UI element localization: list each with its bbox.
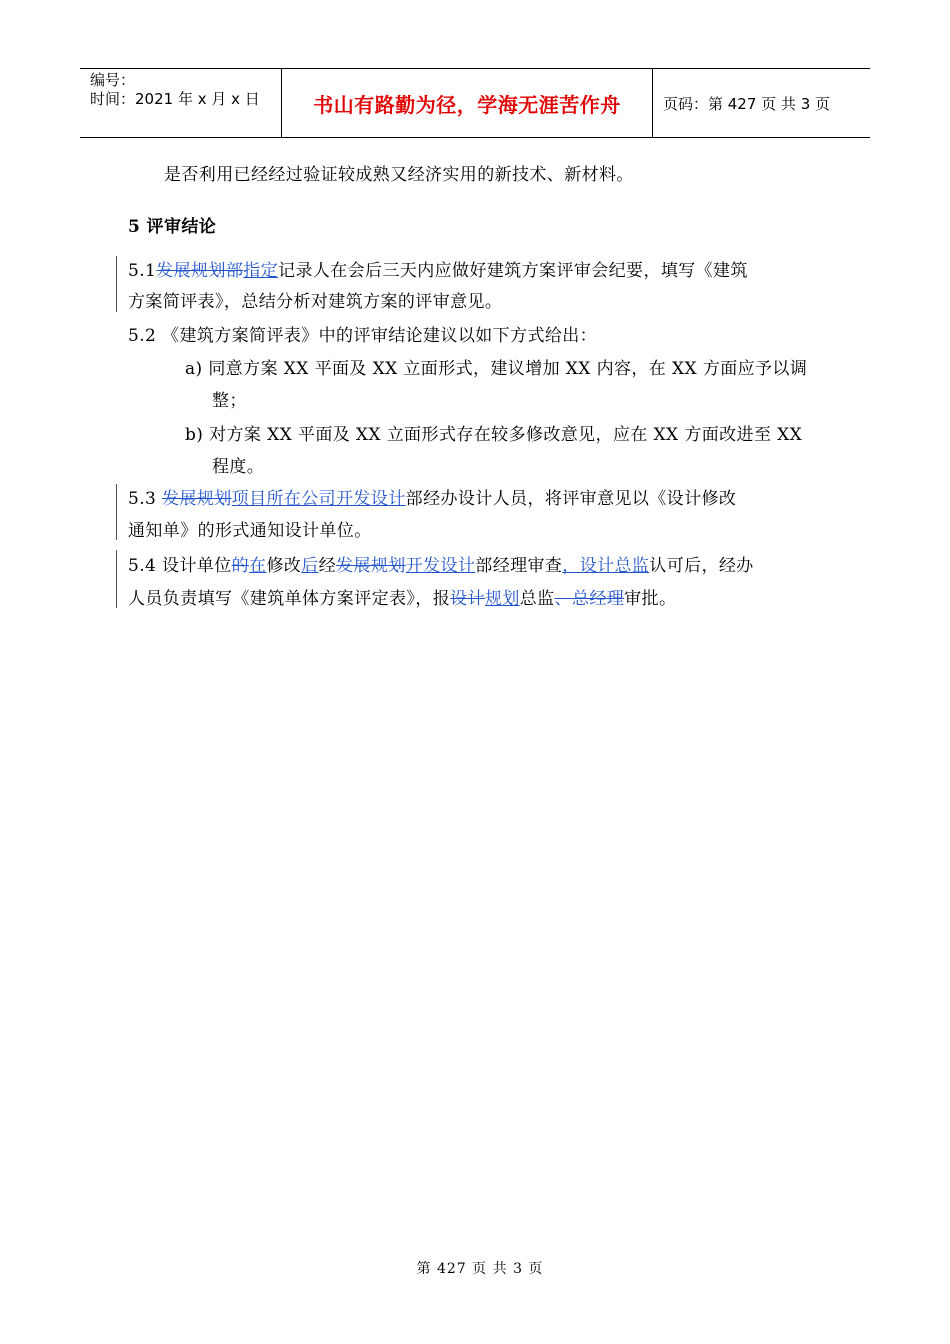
paragraph-5-2-line-1: 5.2 《建筑方案简评表》中的评审结论建议以如下方式给出：: [128, 326, 598, 346]
header-page-number: 页码：第 427 页 共 3 页: [663, 94, 831, 113]
list-item-b-line-1: b) 对方案 XX 平面及 XX 立面形式存在较多修改意见，应在 XX 方面改进至 XX: [185, 425, 803, 445]
paragraph-text: 总监: [519, 589, 555, 609]
paragraph-5-3-line-1: [128, 484, 736, 509]
page-footer: 第 427 页 共 3 页: [416, 1261, 544, 1277]
paragraph-text: 人员负责填写《建筑单体方案评定表》，报: [128, 589, 451, 609]
paragraph-text: 5.4 设计单位: [128, 556, 232, 576]
paragraph-text: 审批。: [624, 589, 677, 609]
section-title: 5 评审结论: [128, 217, 217, 237]
deleted-text: 的: [231, 556, 250, 576]
document-date-label: 时间：2021 年 x 月 x 日: [90, 90, 260, 108]
header-motto-cell: [281, 69, 653, 137]
deleted-text: 发展规划: [162, 489, 232, 509]
deleted-text: 、总经理: [554, 589, 625, 609]
list-item-b-line-2: 程度。: [212, 457, 265, 477]
paragraph-text: 部经理审查: [475, 556, 563, 576]
intro-paragraph: 是否利用已经经过验证较成熟又经济实用的新技术、新材料。: [164, 165, 634, 185]
page-header: [80, 68, 870, 138]
paragraph-5-1-line-2: 方案简评表》，总结分析对建筑方案的评审意见。: [128, 292, 503, 312]
inserted-text: 在: [249, 556, 267, 576]
inserted-text: 项目所在公司开发设计: [231, 489, 406, 509]
paragraph-number: 5.3: [128, 489, 157, 509]
revision-bar: [116, 484, 117, 540]
paragraph-5-4-line-1: [128, 551, 754, 576]
revision-bar: [116, 256, 117, 312]
inserted-text: 后: [301, 556, 319, 576]
paragraph-text: 部经办设计人员，将评审意见以《设计修改: [405, 489, 737, 509]
document-number-label: 编号：: [90, 71, 136, 89]
inserted-text: 指定: [243, 261, 279, 281]
inserted-text: ，设计总监: [562, 556, 650, 576]
paragraph-5-4-line-2: [128, 584, 676, 609]
header-motto: 书山有路勤为径，学海无涯苦作舟: [313, 92, 621, 117]
header-meta: [80, 69, 280, 137]
list-item-a-line-2: 整；: [212, 391, 247, 411]
deleted-text: 设计: [450, 589, 485, 609]
revision-bar: [116, 550, 117, 608]
paragraph-5-3-line-2: 通知单》的形式通知设计单位。: [128, 521, 372, 541]
inserted-text: 开发设计: [405, 556, 476, 576]
list-item-a-line-1: a) 同意方案 XX 平面及 XX 立面形式，建议增加 XX 内容，在 XX 方面应予以调: [185, 359, 808, 379]
deleted-text: 发展规划部: [156, 261, 244, 281]
deleted-text: 发展规划: [336, 556, 406, 576]
inserted-text: 规划: [484, 589, 520, 609]
paragraph-text: 经: [318, 556, 337, 576]
paragraph-text: 记录人在会后三天内应做好建筑方案评审会纪要，填写《建筑: [278, 261, 748, 281]
paragraph-text: 认可后，经办: [649, 556, 754, 576]
paragraph-text: 修改: [266, 556, 302, 576]
paragraph-number: 5.1: [128, 261, 157, 281]
paragraph-5-1-line-1: [128, 256, 748, 281]
